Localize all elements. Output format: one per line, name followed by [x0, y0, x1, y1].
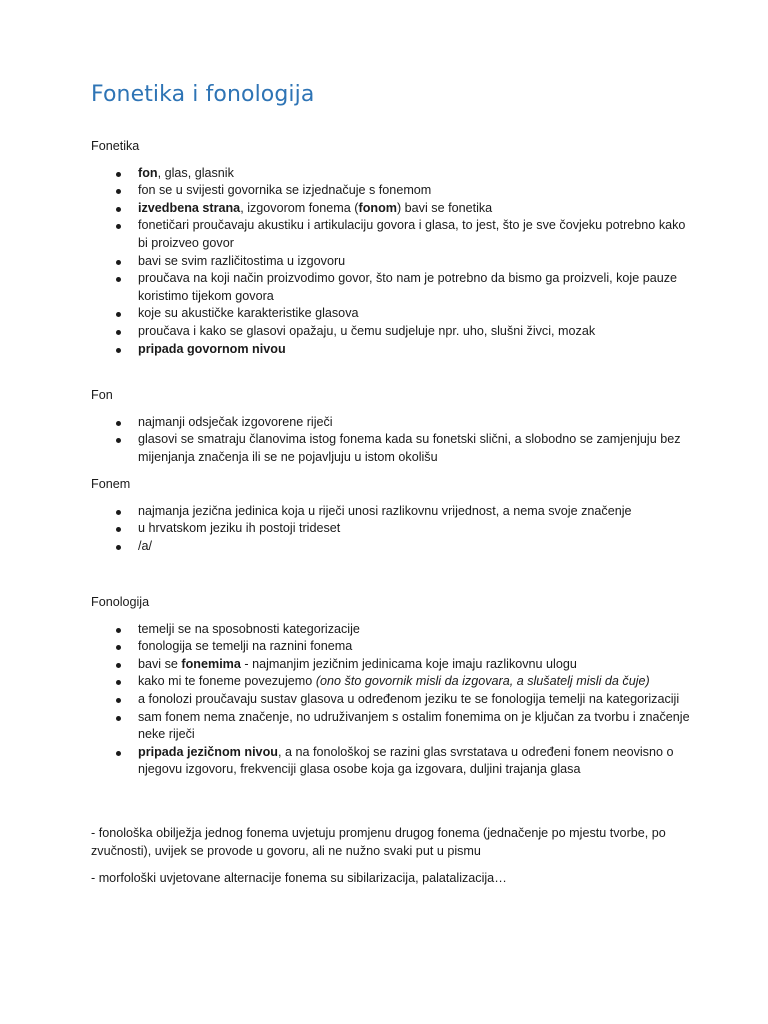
section-heading: Fonetika	[91, 139, 140, 153]
list-item: proučava i kako se glasovi opažaju, u čemu sudjeluje npr. uho, slušni živci, mozak	[91, 323, 691, 341]
list-item: pripada govornom nivou	[91, 341, 691, 359]
list-item: /a/	[91, 538, 691, 556]
bullet-list	[91, 414, 691, 467]
document-title: Fonetika i fonologija	[91, 82, 315, 107]
list-item: fonologija se temelji na raznini fonema	[91, 638, 691, 656]
section-fonetika	[91, 138, 691, 358]
bullet-list	[91, 503, 691, 556]
list-item: kako mi te foneme povezujemo (ono što govornik misli da izgovara, a slušatelj misli da čuje)	[91, 673, 691, 691]
list-item: u hrvatskom jeziku ih postoji trideset	[91, 520, 691, 538]
list-item: fonetičari proučavaju akustiku i artikulaciju govora i glasa, to jest, što je sve čovjeku potrebno kako bi proizveo govor	[91, 217, 691, 252]
section-fon	[91, 387, 691, 466]
bullet-list	[91, 165, 691, 359]
bullet-list	[91, 621, 691, 779]
section-fonologija	[91, 594, 691, 779]
section-heading: Fonem	[91, 477, 131, 491]
list-item: izvedbena strana, izgovorom fonema (fonom) bavi se fonetika	[91, 200, 691, 218]
list-item: pripada jezičnom nivou, a na fonološkoj se razini glas svrstatava u određeni fonem neovisno o njegovu izgovoru, frekvenciji glasa osobe koja ga izgovara, duljini trajanja glasa	[91, 744, 691, 779]
list-item: sam fonem nema značenje, no udruživanjem s ostalim fonemima on je ključan za tvorbu i značenje neke riječi	[91, 709, 691, 744]
list-item: proučava na koji način proizvodimo govor, što nam je potrebno da bismo ga proizveli, koje pauze koristimo tijekom govora	[91, 270, 691, 305]
section-fonem	[91, 476, 691, 555]
list-item: najmanja jezična jedinica koja u riječi unosi razlikovnu vrijednost, a nema svoje značenje	[91, 503, 691, 521]
list-item: a fonolozi proučavaju sustav glasova u određenom jeziku te se fonologija temelji na kategorizaciji	[91, 691, 691, 709]
list-item: fon se u svijesti govornika se izjednačuje s fonemom	[91, 182, 691, 200]
list-item: fon, glas, glasnik	[91, 165, 691, 183]
list-item: bavi se svim različitostima u izgovoru	[91, 253, 691, 271]
section-heading: Fonologija	[91, 595, 150, 609]
paragraph: - fonološka obilježja jednog fonema uvjetuju promjenu drugog fonema (jednačenje po mjestu tvorbe, po zvučnosti), uvijek se provode u govoru, ali ne nužno svaki put u pismu	[91, 826, 666, 858]
list-item: koje su akustičke karakteristike glasova	[91, 305, 691, 323]
list-item: glasovi se smatraju članovima istog fonema kada su fonetski slični, a slobodno se zamjenjuju bez mijenjanja značenja ili se ne pojavljuju u istom okolišu	[91, 431, 691, 466]
paragraph: - morfološki uvjetovane alternacije fonema su sibilarizacija, palatalizacija…	[91, 871, 507, 885]
list-item: bavi se fonemima - najmanjim jezičnim jedinicama koje imaju razlikovnu ulogu	[91, 656, 691, 674]
list-item: temelji se na sposobnosti kategorizacije	[91, 621, 691, 639]
section-heading: Fon	[91, 388, 113, 402]
list-item: najmanji odsječak izgovorene riječi	[91, 414, 691, 432]
